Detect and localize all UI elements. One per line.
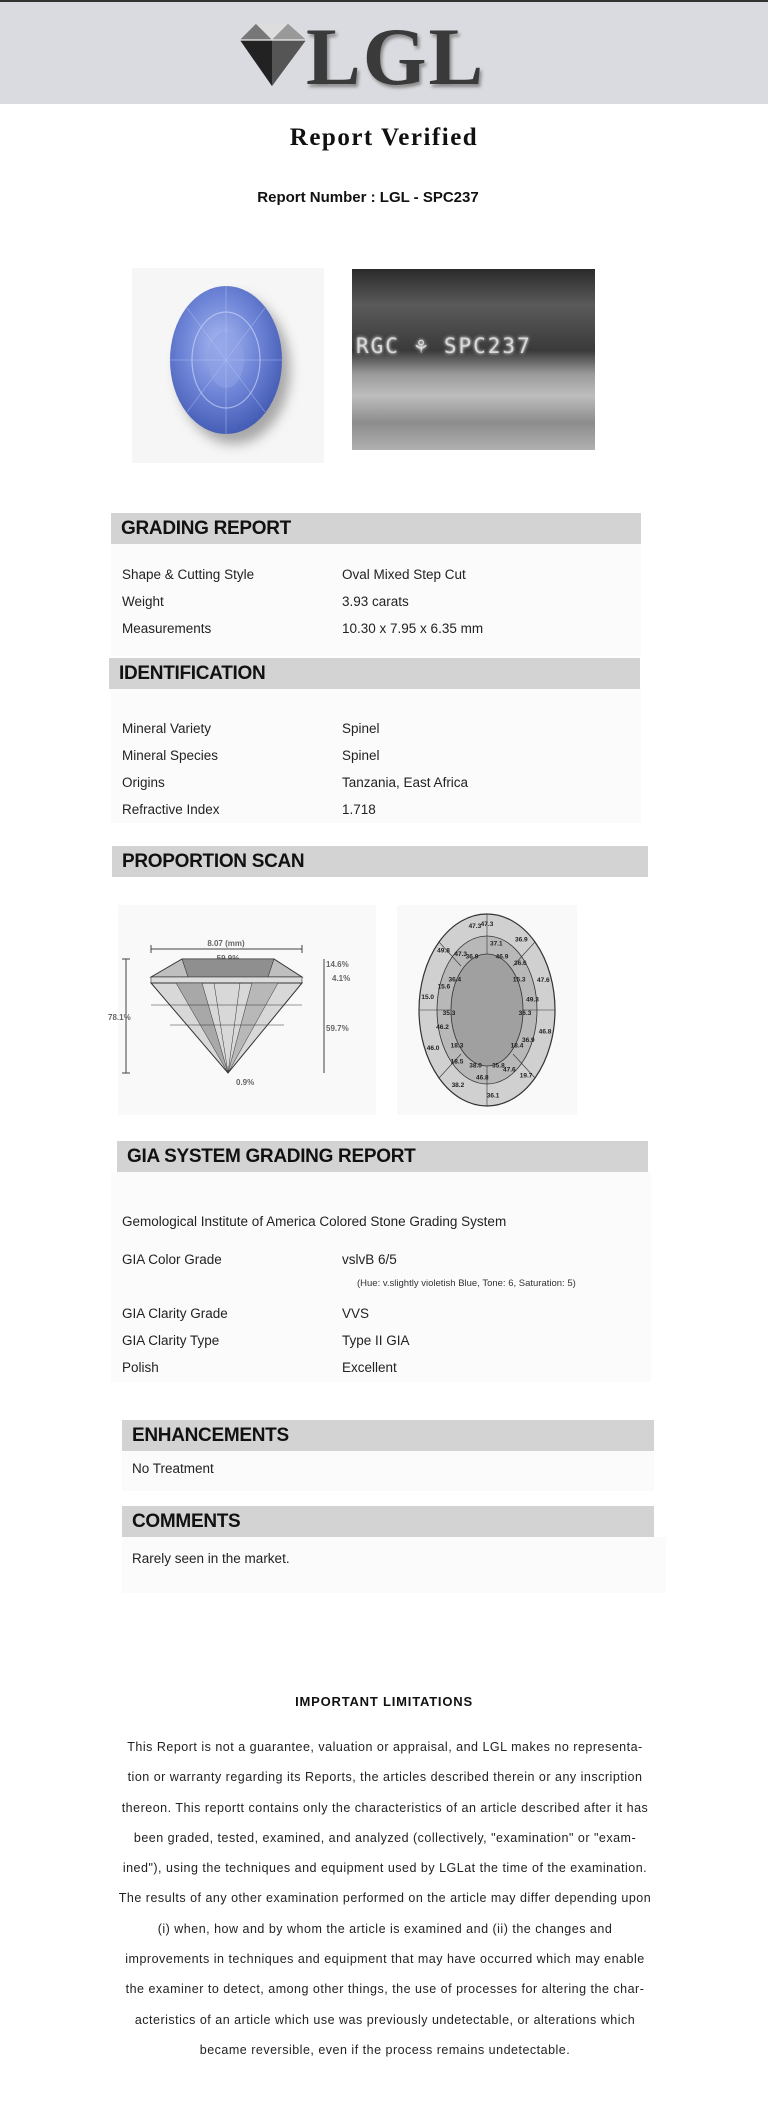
row-value: Spinel [342,721,380,736]
comments-heading: COMMENTS [122,1506,654,1537]
facet-label: 36.9 [514,936,528,944]
facet-label: 36.9 [465,953,479,961]
facet-label: 19.7 [519,1072,533,1080]
facet-label: 46.2 [436,1024,449,1031]
facet-label: 49.3 [526,996,539,1004]
row-value: Spinel [342,748,380,763]
proportion-scan-heading: PROPORTION SCAN [112,846,648,877]
facet-label: 46.8 [538,1028,552,1036]
gia-system-panel [111,1172,651,1382]
row-value: VVS [342,1306,370,1321]
facet-label: 36.3 [518,1009,532,1017]
width-label: 8.07 (mm) [207,939,245,948]
row-label: Measurements [122,621,212,636]
culet-label: 0.9% [236,1078,255,1087]
row-value: 10.30 x 7.95 x 6.35 mm [342,621,484,636]
enhancements-heading: ENHANCEMENTS [122,1420,654,1451]
row-value: Tanzania, East Africa [342,775,469,790]
facet-label: 36.6 [513,960,527,968]
row-label: Origins [122,775,165,790]
inscription-text: RGC ⚘ SPC237 [356,334,532,358]
facet-label: 47.3 [454,951,468,959]
row-value: 1.718 [342,802,376,817]
facet-label: 36.9 [521,1036,535,1044]
row-value: Oval Mixed Step Cut [342,567,466,582]
gia-system-name: Gemological Institute of America Colored Stone Grading System [122,1214,507,1229]
row-label: GIA Color Grade [122,1252,222,1267]
facet-label: 18.3 [450,1042,464,1050]
comments-text: Rarely seen in the market. [132,1551,290,1566]
gia-color-note: (Hue: v.slightly violetish Blue, Tone: 6, Saturation: 5) [357,1278,576,1289]
facet-label: 38.2 [451,1082,465,1090]
row-label: Refractive Index [122,802,220,817]
row-value: Excellent [342,1360,397,1375]
lgl-logo[interactable] [232,11,492,102]
report-number: Report Number : LGL - SPC237 [257,189,479,206]
facet-label: 46.0 [426,1044,440,1052]
site-header [0,2,768,104]
identification-heading: IDENTIFICATION [109,658,640,689]
diamond-logo-icon [232,18,312,94]
facet-label: 46.8 [475,1074,489,1082]
gia-system-heading: GIA SYSTEM GRADING REPORT [117,1141,648,1172]
row-label: GIA Clarity Grade [122,1306,228,1321]
facet-label: 46.9 [495,953,509,961]
facet-label: 35.8 [492,1062,505,1070]
facet-label: 36.4 [448,976,462,984]
crown-label: 14.6% [326,960,349,969]
row-value: Type II GIA [342,1333,410,1348]
facet-label: 15.0 [421,994,435,1001]
side-profile-diagram [108,905,376,1115]
facet-label: 18.4 [510,1042,524,1050]
page-title: Report Verified [289,124,479,151]
row-value: 3.93 carats [342,594,409,609]
enhancements-text: No Treatment [132,1461,214,1476]
row-label: Weight [122,594,164,609]
logo-text: LGL [306,11,486,102]
top-view-diagram [397,905,577,1115]
row-label: GIA Clarity Type [122,1333,220,1348]
girdle-label: 4.1% [332,974,351,983]
limitations-body: This Report is not a guarantee, valuation or appraisal, and LGL makes no representa-tion or warranty regarding its Reports, the articles described therein or any inscription thereon. This reportt contains only the characteristics of an article described after it has been graded, tested, examined, and analyzed (collectively, "examination" or "exam-ined"), using the techniques and equipment used by LGLat the time of the examination. The results of any other examination performed on the article may differ depending upon (i) when, how and by whom the article is examined and (ii) the changes and improvements in techniques and equipment that may have occurred which may enable the examiner to detect, among other things, the use of processes for altering the char-acteristics of an article which use was previously undetectable, or alterations which became reversible, even if the process remains undetectable. [118,1740,652,2057]
gemstone-photo [132,268,324,463]
facet-label: 15.6 [437,983,451,991]
grading-report-heading: GRADING REPORT [111,513,641,544]
facet-label: 36.1 [486,1092,500,1100]
facet-label: 47.3 [480,921,494,928]
facet-label: 47.6 [502,1066,516,1074]
pavilion-label: 59.7% [326,1024,349,1033]
row-label: Mineral Species [122,748,219,763]
facet-label: 38.0 [469,1062,482,1070]
row-label: Mineral Variety [122,721,212,736]
row-label: Shape & Cutting Style [122,567,255,582]
depth-label: 78.1% [108,1013,131,1022]
laser-inscription-photo [352,269,595,450]
facet-label: 35.3 [442,1009,456,1017]
facet-label: 47.6 [536,977,550,985]
facet-label: 37.1 [489,940,503,948]
facet-label: 15.3 [512,976,526,984]
facet-label: 49.8 [437,947,450,955]
row-value: vslvB 6/5 [342,1252,397,1267]
limitations-heading: IMPORTANT LIMITATIONS [295,1694,473,1709]
row-label: Polish [122,1360,159,1375]
facet-label: 47.3 [468,922,482,930]
facet-label: 18.5 [450,1058,464,1066]
